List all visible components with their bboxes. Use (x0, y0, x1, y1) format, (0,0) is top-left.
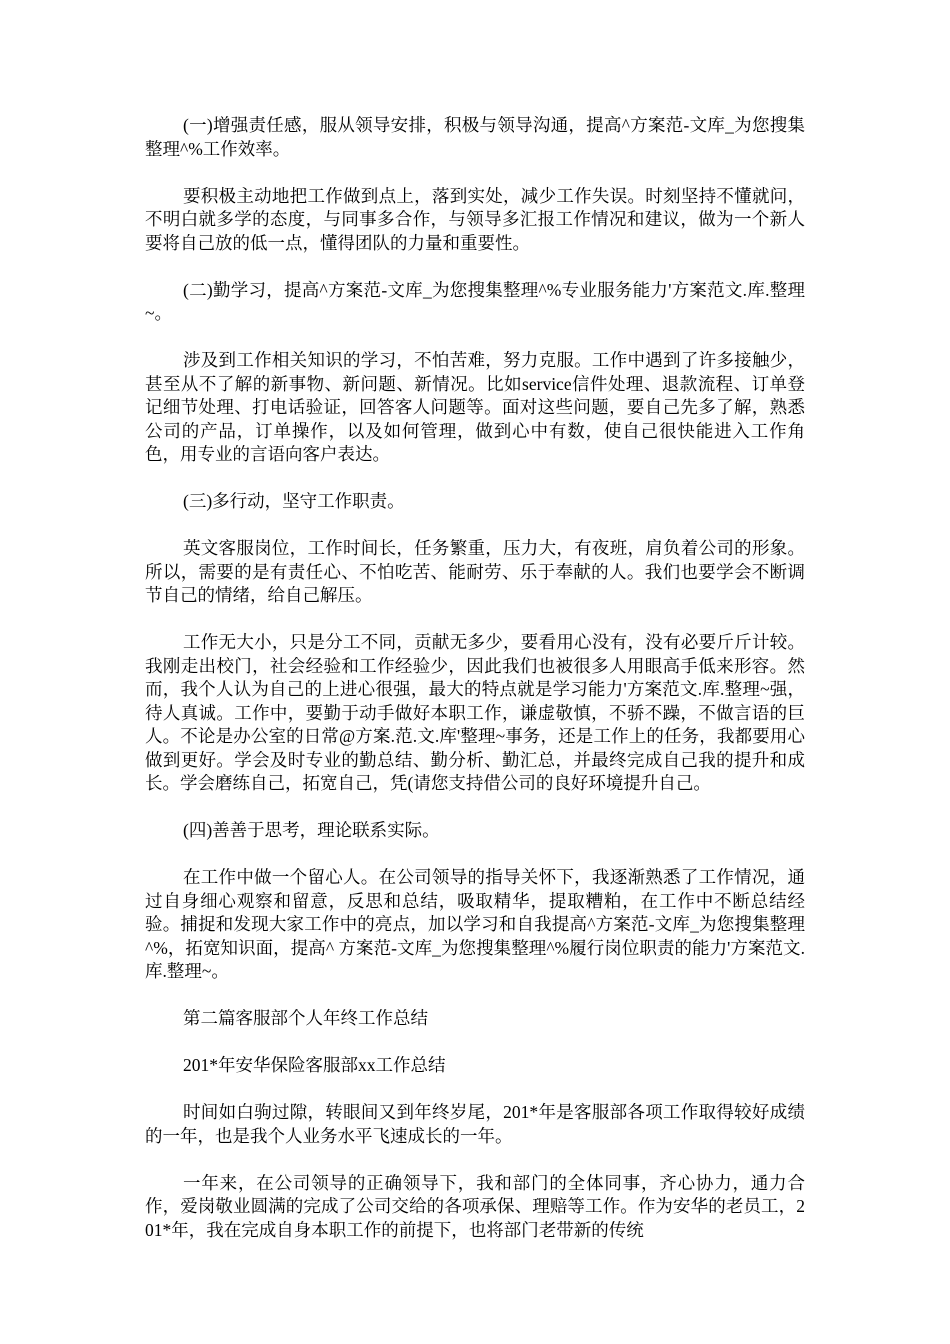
section-heading-2: (二)勤学习，提高^方案范-文库_为您搜集整理^%专业服务能力'方案范文.库.整理~。 (145, 279, 805, 323)
article-title: 第二篇客服部个人年终工作总结 (183, 1008, 428, 1028)
document-page (145, 114, 805, 1266)
body-paragraph: 时间如白驹过隙，转眼间又到年终岁尾，201*年是客服部各项工作取得较好成绩的一年，也是我个人业务水平飞速成长的一年。 (145, 1102, 805, 1146)
body-paragraph: 工作无大小，只是分工不同，贡献无多少，要看用心没有，没有必要斤斤计较。我刚走出校门，社会经验和工作经验少，因此我们也被很多人用眼高手低来形容。然而，我个人认为自己的上进心很强，最大的特点就是学习能力'方案范文.库.整理~强，待人真诚。工作中，要勤于动手做好本职工作，谦虚敬慎，不骄不躁，不做言语的巨人。不论是办公室的日常@方案.范.文.库'整理~事务，还是工作上的任务，我都要用心做到更好。学会及时专业的勤总结、勤分析、勤汇总，并最终完成自己我的提升和成长。学会磨练自己，拓宽自己，凭(请您支持借公司的良好环境提升自己。 (145, 632, 805, 793)
body-paragraph: 在工作中做一个留心人。在公司领导的指导关怀下，我逐渐熟悉了工作情况，通过自身细心观察和留意，反思和总结，吸取精华，提取糟粕，在工作中不断总结经验。捕捉和发现大家工作中的亮点，加以学习和自我提高^方案范-文库_为您搜集整理^%，拓宽知识面，提高^ 方案范-文库_为您搜集整理^%履行岗位职责的能力'方案范文.库.整理~。 (145, 867, 805, 981)
article-subtitle: 201*年安华保险客服部xx工作总结 (183, 1055, 446, 1075)
body-paragraph: 要积极主动地把工作做到点上，落到实处，减少工作失误。时刻坚持不懂就问，不明白就多学的态度，与同事多合作，与领导多汇报工作情况和建议，做为一个新人要将自己放的低一点，懂得团队的力量和重要性。 (145, 185, 805, 253)
section-heading-3: (三)多行动，坚守工作职责。 (183, 491, 405, 511)
section-heading-1: (一)增强责任感，服从领导安排，积极与领导沟通，提高^方案范-文库_为您搜集整理^%工作效率。 (145, 115, 805, 159)
section-heading-4: (四)善善于思考，理论联系实际。 (183, 820, 440, 840)
body-paragraph: 涉及到工作相关知识的学习，不怕苦难，努力克服。工作中遇到了许多接触少，甚至从不了解的新事物、新问题、新情况。比如service信件处理、退款流程、订单登记细节处理、打电话验证，回答客人问题等。面对这些问题，要自己先多了解，熟悉公司的产品，订单操作，以及如何管理，做到心中有数，使自己很快能进入工作角色，用专业的言语向客户表达。 (145, 350, 805, 464)
body-paragraph: 一年来，在公司领导的正确领导下，我和部门的全体同事，齐心协力，通力合作，爱岗敬业圆满的完成了公司交给的各项承保、理赔等工作。作为安华的老员工，201*年，我在完成自身本职工作的前提下，也将部门老带新的传统 (145, 1172, 805, 1240)
body-paragraph: 英文客服岗位，工作时间长，任务繁重，压力大，有夜班，肩负着公司的形象。所以，需要的是有责任心、不怕吃苦、能耐劳、乐于奉献的人。我们也要学会不断调节自己的情绪，给自己解压。 (145, 538, 805, 605)
